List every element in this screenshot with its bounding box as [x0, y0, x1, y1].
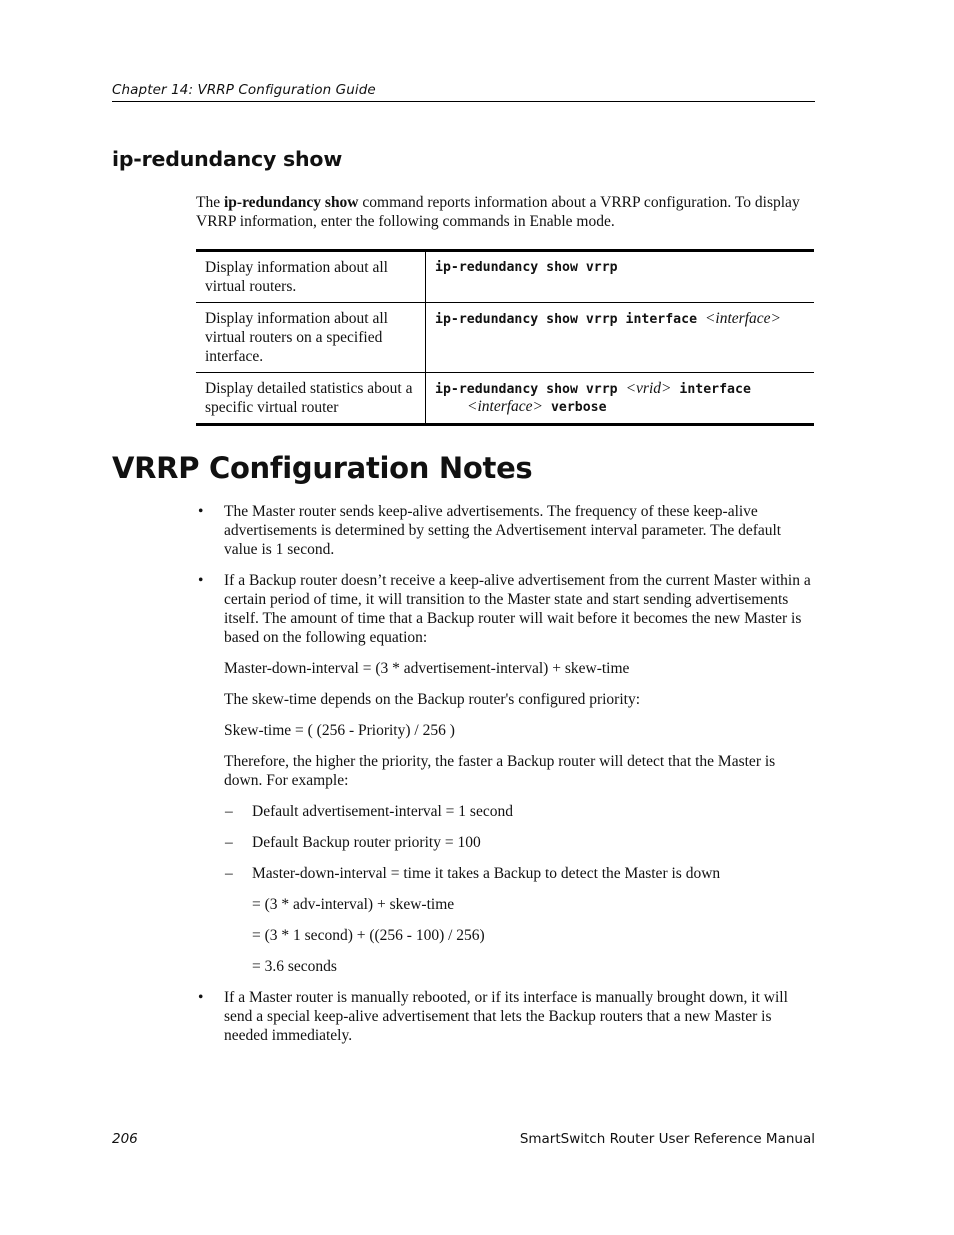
table-row: [196, 373, 814, 423]
therefore-paragraph: Therefore, the higher the priority, the faster a Backup router will detect that the Master is down. For example:: [224, 753, 776, 789]
section-title: ip-redundancy show: [112, 147, 343, 171]
command-argument: <interface>: [467, 398, 544, 415]
bullet-mark: •: [198, 989, 204, 1006]
command-description: Display detailed statistics about a specific virtual router: [196, 373, 426, 423]
calculation-step: = (3 * adv-interval) + skew-time: [252, 896, 455, 913]
section-intro: [196, 193, 816, 231]
equation-master-down: Master-down-interval = (3 * advertisement-interval) + skew-time: [224, 660, 630, 677]
table-row: [196, 303, 814, 373]
command-table: [196, 249, 814, 426]
command-keyword: ip-redundancy show vrrp: [435, 260, 618, 275]
list-item: [196, 802, 816, 821]
running-header: [112, 79, 815, 102]
dash-text: Default Backup router priority = 100: [252, 834, 481, 851]
dash-mark: –: [225, 803, 233, 820]
skew-time-intro: The skew-time depends on the Backup router's configured priority:: [224, 691, 641, 708]
calculation-result: = 3.6 seconds: [252, 958, 337, 975]
manual-title: SmartSwitch Router User Reference Manual: [519, 1131, 815, 1147]
command-keyword: interface: [679, 382, 751, 397]
dash-mark: –: [225, 834, 233, 851]
command-description: Display information about all virtual routers.: [196, 252, 426, 302]
notes-body: [196, 502, 816, 1057]
bullet-mark: •: [198, 572, 204, 589]
dash-mark: –: [225, 865, 233, 882]
equation-skew-time: Skew-time = ( (256 - Priority) / 256 ): [224, 722, 455, 739]
dash-text: Master-down-interval = time it takes a Backup to detect the Master is down: [252, 865, 721, 882]
notes-title: VRRP Configuration Notes: [112, 451, 533, 485]
page-number: 206: [112, 1131, 138, 1147]
page-footer: [112, 1131, 815, 1147]
command-syntax: [426, 252, 814, 302]
list-item: [196, 988, 816, 1045]
bullet-text: If a Master router is manually rebooted, or if its interface is manually brought down, it will send a special keep-alive advertisement that lets the Backup routers that a new Master is needed immediately.: [224, 989, 788, 1044]
command-keyword: ip-redundancy show vrrp: [435, 382, 618, 397]
command-argument: <interface>: [704, 310, 781, 327]
dash-text: Default advertisement-interval = 1 second: [252, 803, 513, 820]
table-row: [196, 252, 814, 303]
command-keyword: ip-redundancy show vrrp interface: [435, 312, 698, 327]
calculation-step: = (3 * 1 second) + ((256 - 100) / 256): [252, 927, 485, 944]
list-item: [196, 833, 816, 852]
list-item: [196, 864, 816, 883]
command-syntax: [426, 303, 814, 372]
command-syntax: [426, 373, 814, 423]
command-description: Display information about all virtual routers on a specified interface.: [196, 303, 426, 372]
list-item: [196, 571, 816, 647]
intro-command-name: ip-redundancy show: [223, 194, 359, 211]
bullet-text: The Master router sends keep-alive advertisements. The frequency of these keep-alive advertisements is determined by setting the Advertisement interval parameter. The default value is 1 second.: [224, 503, 782, 558]
list-item: [196, 502, 816, 559]
bullet-text: If a Backup router doesn’t receive a keep-alive advertisement from the current Master within a certain period of time, it will transition to the Master state and start sending advertisements itself. The amount of time that a Backup router will wait before it becomes the new Master is based on the following equation:: [224, 572, 811, 646]
intro-text-end: command reports information about a VRRP configuration. To display VRRP information, enter the following commands in Enable mode.: [196, 194, 800, 230]
command-argument: <vrid>: [625, 380, 672, 397]
bullet-mark: •: [198, 503, 204, 520]
intro-text-start: The: [196, 194, 224, 211]
running-header-title: Chapter 14: VRRP Configuration Guide: [112, 82, 376, 98]
command-keyword: verbose: [550, 400, 607, 415]
